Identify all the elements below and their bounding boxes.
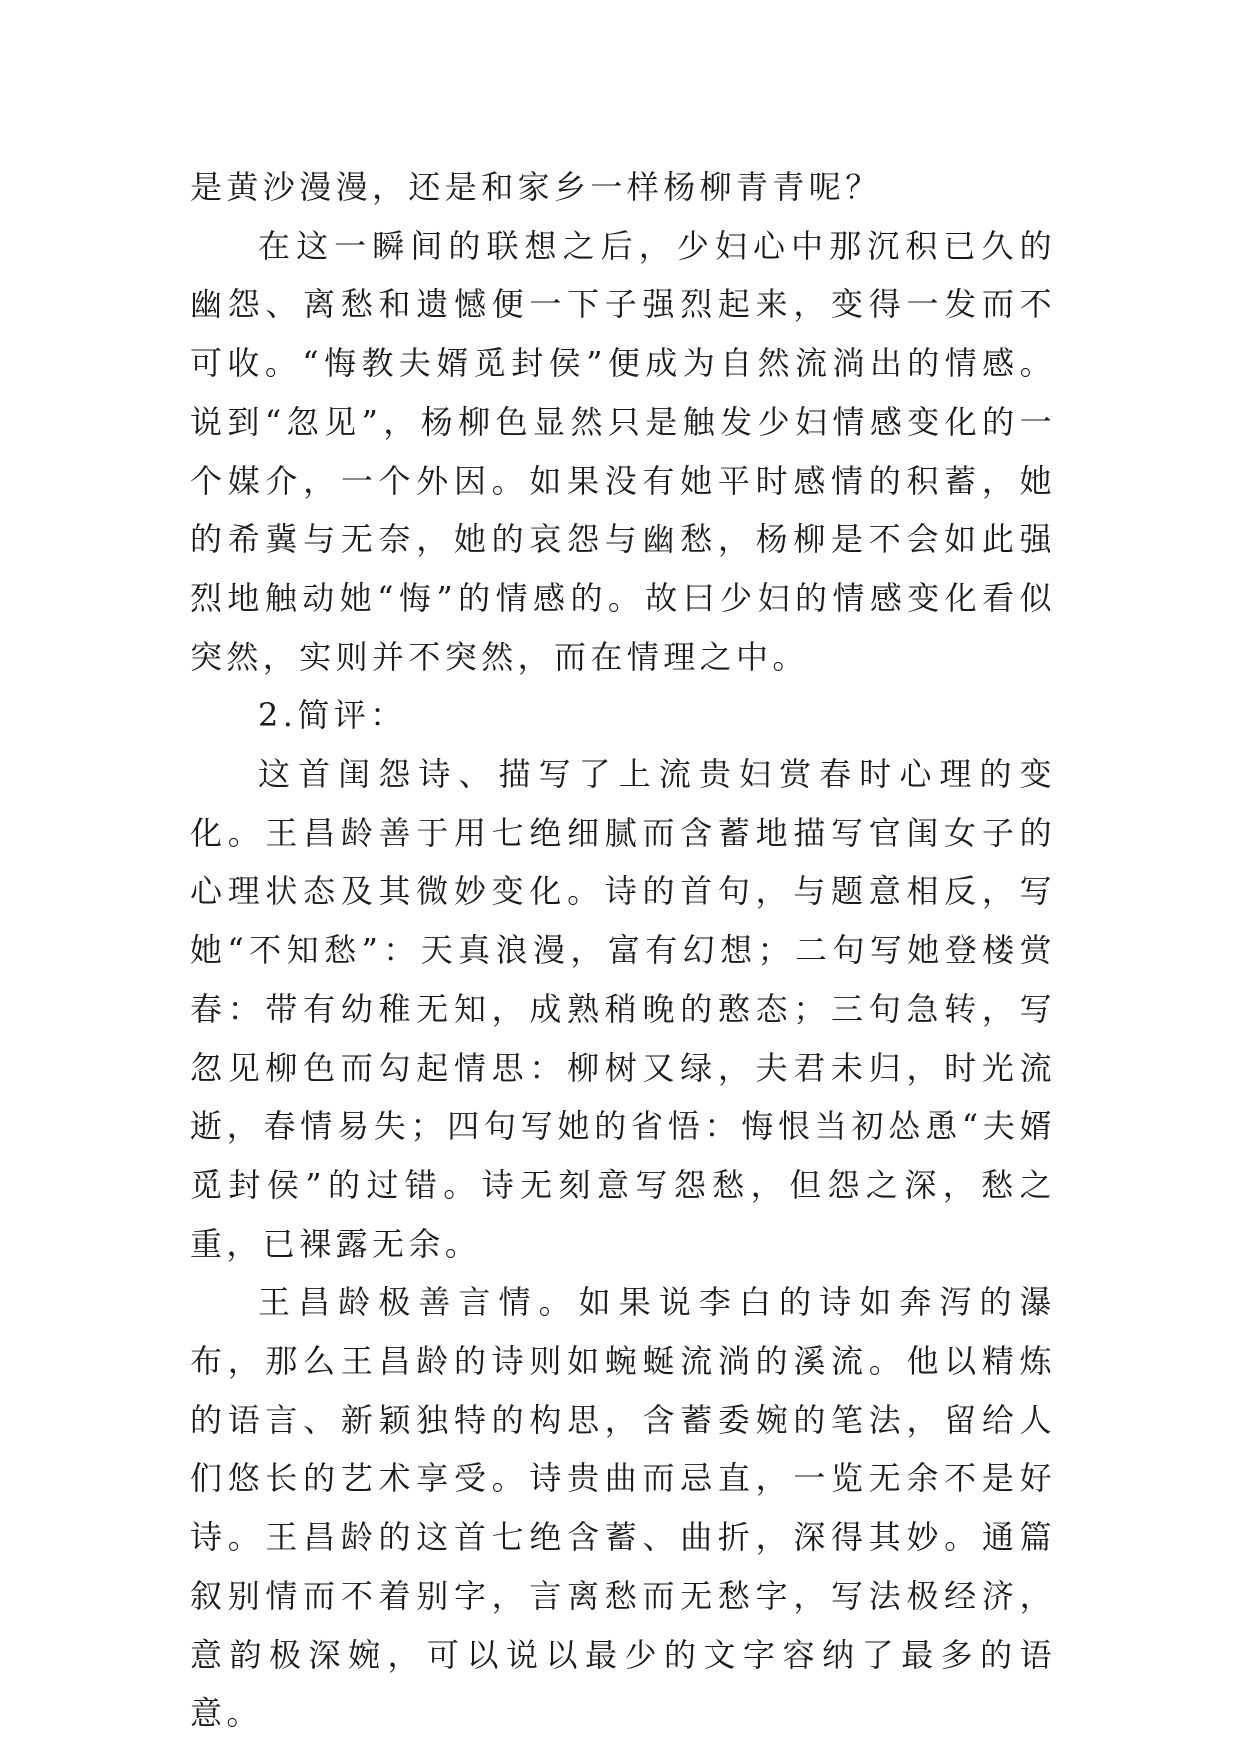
section-heading-brief-review: 2.简评： xyxy=(258,696,407,735)
paragraph-continuation: 是黄沙漫漫，还是和家乡一样杨柳青青呢？ xyxy=(190,168,882,206)
paragraph-wang-changling: 王昌龄极善言情。如果说李白的诗如奔泻的瀑布，那么王昌龄的诗则如蜿蜒流淌的溪流。他以精炼的语言、新颖独特的构思，含蓄委婉的笔法，留给人们悠长的艺术享受。诗贵曲而忌直，一览无余不是好诗。王昌龄的这首七绝含蓄、曲折，深得其妙。通篇叙别情而不着别字，言离愁而无愁字，写法极经济，意韵极深婉，可以说以最少的文字容纳了最多的语意。 xyxy=(190,1283,1056,1733)
document-body xyxy=(190,158,1056,1743)
paragraph-association: 在这一瞬间的联想之后，少妇心中那沉积已久的幽怨、离愁和遗憾便一下子强烈起来，变得一发而不可收。“悔教夫婿觅封侯”便成为自然流淌出的情感。说到“忽见”，杨柳色显然只是触发少妇情感变化的一个媒介，一个外因。如果没有她平时感情的积蓄，她的希冀与无奈，她的哀怨与幽愁，杨柳是不会如此强烈地触动她“悔”的情感的。故曰少妇的情感变化看似突然，实则并不突然，而在情理之中。 xyxy=(190,226,1056,676)
paragraph-review: 这首闺怨诗、描写了上流贵妇赏春时心理的变化。王昌龄善于用七绝细腻而含蓄地描写官闺女子的心理状态及其微妙变化。诗的首句，与题意相反，写她“不知愁”：天真浪漫，富有幻想；二句写她登楼赏春：带有幼稚无知，成熟稍晚的憨态；三句急转，写忽见柳色而勾起情思：柳树又绿，夫君未归，时光流逝，春情易失；四句写她的省悟：悔恨当初怂恿“夫婿觅封侯”的过错。诗无刻意写怨愁，但怨之深，愁之重，已裸露无余。 xyxy=(190,755,1056,1263)
